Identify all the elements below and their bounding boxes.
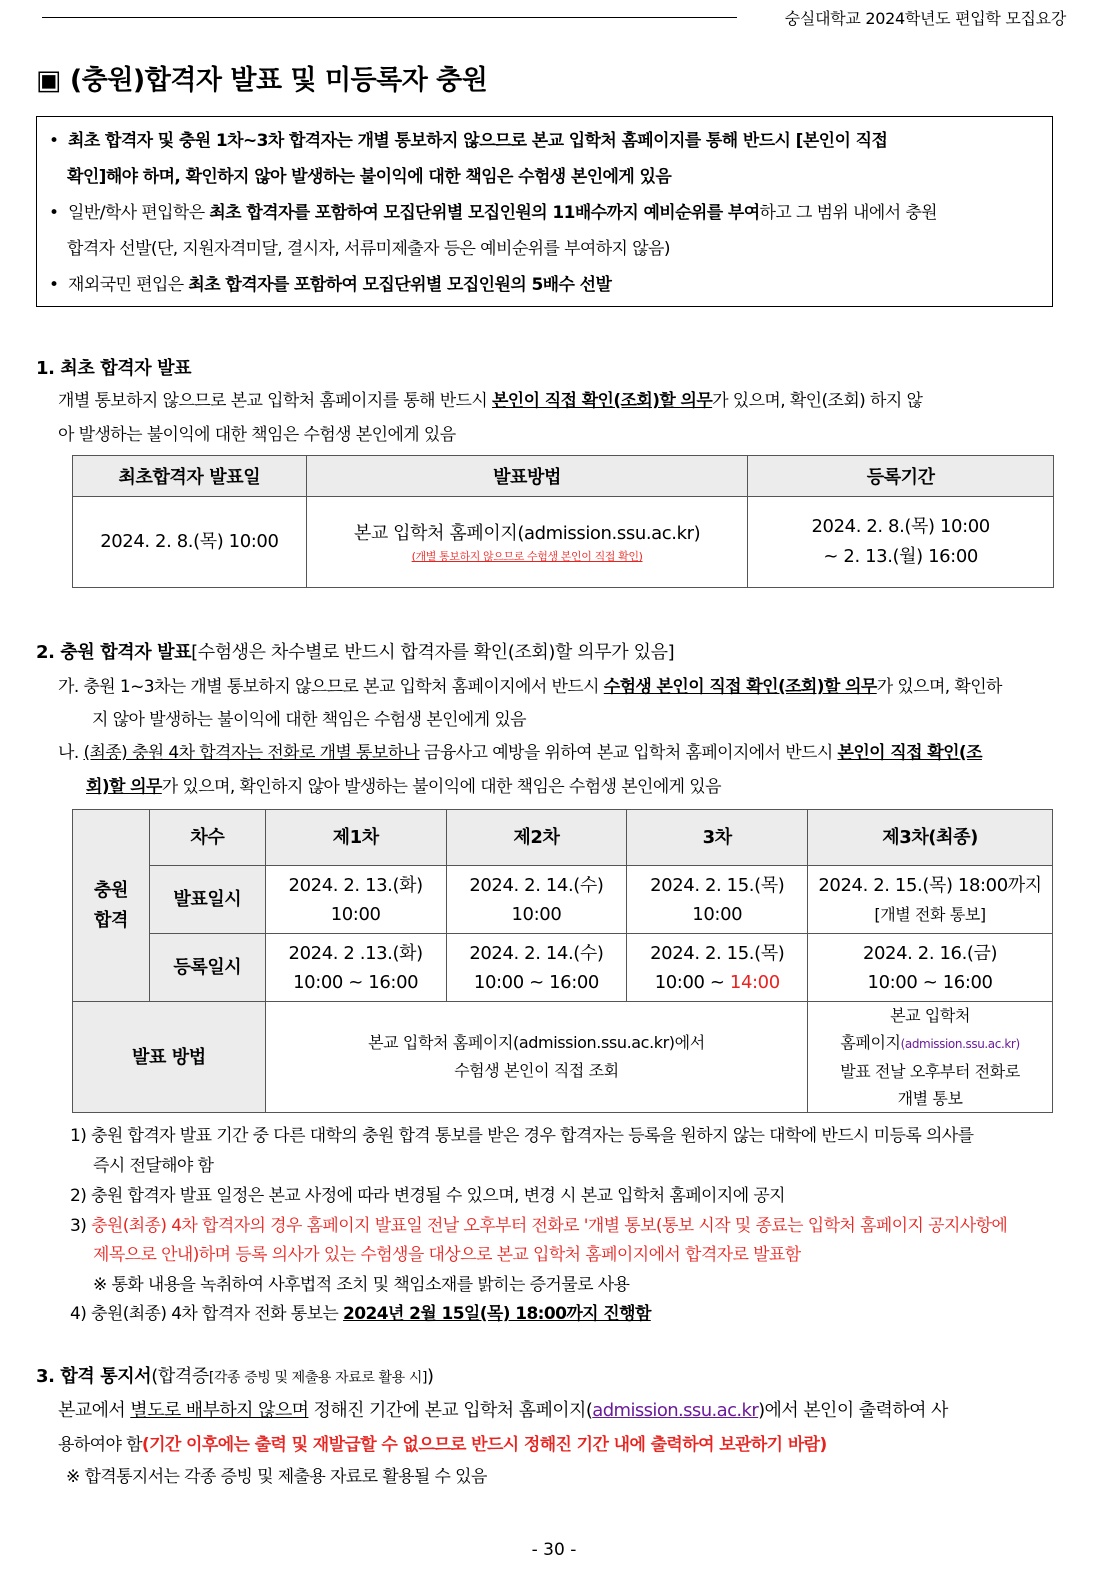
note-2: 2) 충원 합격자 발표 일정은 본교 사정에 따라 변경될 수 있으며, 변경 시 본교 입학처 홈페이지에 공지 [70,1186,785,1206]
col-header-method: 발표방법 [306,456,748,497]
notice-bullet-2: • 일반/학사 편입학은 최초 합격자를 포함하여 모집단위별 모집인원의 11배수까지 예비순위를 부여하고 그 범위 내에서 충원 [49,203,937,223]
s1-paragraph: 개별 통보하지 않으므로 본교 입학처 홈페이지를 통해 반드시 본인이 직접 확인(조회)할 의무가 있으며, 확인(조회) 하지 않 [58,391,923,411]
s2-heading: 2. 충원 합격자 발표[수험생은 차수별로 반드시 합격자를 확인(조회)할 의무가 있음] [36,642,675,663]
announce-label: 발표일시 [149,866,265,934]
s3-paragraph-cont: 용하여야 함(기간 이후에는 출력 및 재발급할 수 없으므로 반드시 정해진 기간 내에 출력하여 보관하기 바람) [58,1435,827,1455]
note-1-cont: 즉시 전달해야 함 [93,1156,214,1176]
notice-bullet-3: • 재외국민 편입은 최초 합격자를 포함하여 모집단위별 모집인원의 5배수 선발 [49,275,612,295]
note-3: 3) 충원(최종) 4차 합격자의 경우 홈페이지 발표일 전날 오후부터 전화로 '개별 통보(통보 시작 및 종료는 입학처 홈페이지 공지사항에 [70,1216,1008,1236]
note-4: 4) 충원(최종) 4차 합격자 전화 통보는 2024년 2월 15일(목) 18:00까지 진행함 [70,1304,651,1324]
notice-bullet-2-cont: 합격자 선발(단, 지원자격미달, 결시자, 서류미제출자 등은 예비순위를 부여하지 않음) [67,239,670,259]
running-header: 숭실대학교 2024학년도 편입학 모집요강 [784,9,1066,28]
round-final-header: 제3차(최종) [808,810,1053,866]
s3-heading: 3. 합격 통지서(합격증[각종 증빙 및 제출용 자료로 활용 시]) [36,1366,434,1387]
s2-item-ga-cont: 지 않아 발생하는 불이익에 대한 책임은 수험생 본인에게 있음 [92,710,526,730]
col-header-registration: 등록기간 [748,456,1054,497]
register-round-3: 2024. 2. 15.(목) 10:00 ~ 14:00 [627,934,808,1002]
s2-item-na: 나. (최종) 충원 4차 합격자는 전화로 개별 통보하나 금융사고 예방을 위하여 본교 입학처 홈페이지에서 반드시 본인이 직접 확인(조 [58,743,982,763]
additional-pass-table [72,809,1053,1113]
s3-remark: ※ 합격통지서는 각종 증빙 및 제출용 자료로 활용될 수 있음 [66,1467,487,1487]
announce-round-1: 2024. 2. 13.(화) 10:00 [265,866,446,934]
announce-round-2: 2024. 2. 14.(수) 10:00 [446,866,627,934]
round-3-header: 3차 [627,810,808,866]
first-pass-table [72,455,1054,588]
round-2-header: 제2차 [446,810,627,866]
method-round-final: 본교 입학처 홈페이지(admission.ssu.ac.kr) 발표 전날 오후부터 전화로 개별 통보 [808,1002,1053,1113]
page-number: - 30 - [531,1540,577,1560]
note-1: 1) 충원 합격자 발표 기간 중 다른 대학의 충원 합격 통보를 받은 경우 합격자는 등록을 원하지 않는 대학에 반드시 미등록 의사를 [70,1126,974,1146]
method-label: 발표 방법 [73,1002,266,1113]
announce-date: 2024. 2. 8.(목) 10:00 [73,497,307,588]
round-1-header: 제1차 [265,810,446,866]
announce-round-3: 2024. 2. 15.(목) 10:00 [627,866,808,934]
announce-method: 본교 입학처 홈페이지(admission.ssu.ac.kr) (개별 통보하지 않으므로 수험생 본인이 직접 확인) [306,497,748,588]
header-rule [42,17,737,18]
registration-label: 등록일시 [149,934,265,1002]
section-title: ▣ (충원)합격자 발표 및 미등록자 충원 [36,65,488,96]
notice-box [36,116,1053,307]
registration-period: 2024. 2. 8.(목) 10:00 ~ 2. 13.(월) 16:00 [748,497,1054,588]
notice-bullet-1-cont: 확인]해야 하며, 확인하지 않아 발생하는 불이익에 대한 책임은 수험생 본인에게 있음 [67,167,672,187]
col-header-date: 최초합격자 발표일 [73,456,307,497]
notice-bullet-1: • 최초 합격자 및 충원 1차~3차 합격자는 개별 통보하지 않으므로 본교 입학처 홈페이지를 통해 반드시 [본인이 직접 [49,131,888,151]
s2-item-ga: 가. 충원 1~3차는 개별 통보하지 않으므로 본교 입학처 홈페이지에서 반드시 수험생 본인이 직접 확인(조회)할 의무가 있으며, 확인하 [58,677,1002,697]
note-3-cont: 제목으로 안내)하며 등록 의사가 있는 수험생을 대상으로 본교 입학처 홈페이지에서 합격자로 발표함 [93,1245,801,1265]
register-round-2: 2024. 2. 14.(수) 10:00 ~ 16:00 [446,934,627,1002]
s2-item-na-cont: 회)할 의무가 있으며, 확인하지 않아 발생하는 불이익에 대한 책임은 수험생 본인에게 있음 [86,777,721,797]
s1-paragraph-cont: 아 발생하는 불이익에 대한 책임은 수험생 본인에게 있음 [58,425,456,445]
announce-round-final: 2024. 2. 15.(목) 18:00까지 [개별 전화 통보] [808,866,1053,934]
round-label: 차수 [149,810,265,866]
register-round-final: 2024. 2. 16.(금) 10:00 ~ 16:00 [808,934,1053,1002]
row-group-label: 충원 합격 [73,810,150,1002]
admission-link[interactable]: admission.ssu.ac.kr [592,1400,759,1421]
s3-paragraph: 본교에서 별도로 배부하지 않으며 정해진 기간에 본교 입학처 홈페이지(admission.ssu.ac.kr)에서 본인이 출력하여 사 [58,1400,948,1421]
register-round-1: 2024. 2 .13.(화) 10:00 ~ 16:00 [265,934,446,1002]
note-3-remark: ※ 통화 내용을 녹취하여 사후법적 조치 및 책임소재를 밝히는 증거물로 사용 [93,1275,630,1295]
method-rounds-1-3: 본교 입학처 홈페이지(admission.ssu.ac.kr)에서 수험생 본인이 직접 조회 [265,1002,807,1113]
s1-heading: 1. 최초 합격자 발표 [36,358,192,379]
